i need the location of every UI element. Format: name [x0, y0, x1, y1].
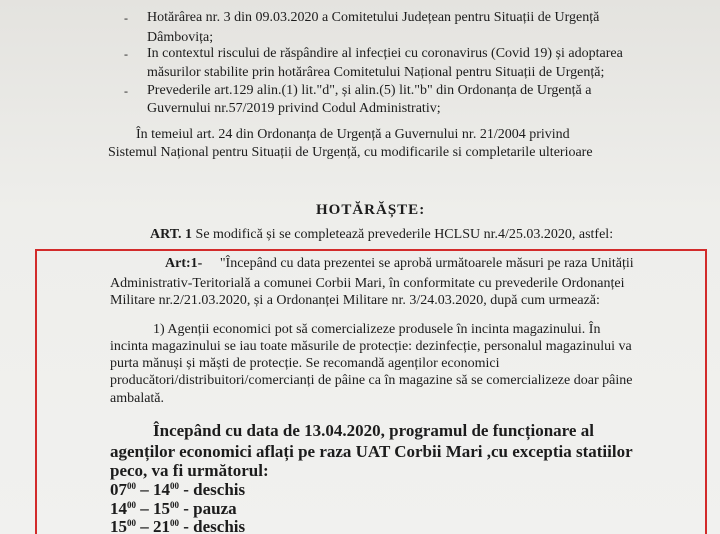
schedule-from-min: 00 — [127, 500, 136, 510]
schedule-label: deschis — [193, 517, 246, 534]
schedule-intro-line-2: agenților economici aflați pe raza UAT Corbii Mari ,cu exceptia statiilor — [110, 442, 633, 461]
point1-line-2: incinta magazinului se iau toate măsurile de protecție: dezinfecție, personalul magazinului va — [110, 339, 632, 354]
temei-line-2: Sistemul Național pentru Situații de Urgență, cu modificarile si completarile ulterioare — [108, 145, 593, 160]
bullet-2-line-1: In contextul riscului de răspândire al infecției cu coronavirus (Covid 19) și adoptarea — [147, 46, 623, 61]
schedule-to-hour: 14 — [153, 480, 170, 499]
art1-text: Se modifică și se completează prevederile HCLSU nr.4/25.03.2020, astfel: — [195, 227, 614, 242]
bullet-3-line-1: Prevederile art.129 alin.(1) lit."d", și alin.(5) lit."b" din Ordonanța de Urgență a — [147, 83, 592, 98]
box-art-line-1 — [165, 256, 634, 272]
schedule-intro-line-1: Începând cu data de 13.04.2020, programul de funcționare al — [153, 421, 594, 440]
schedule-label: pauza — [193, 499, 237, 518]
schedule-row: $14^{00} - 15^{00}$ - pauza — [110, 499, 237, 518]
schedule-to-min: 00 — [170, 518, 179, 528]
bullet-3-line-2: Guvernului nr.57/2019 privind Codul Administrativ; — [147, 101, 441, 116]
schedule-from-hour: 14 — [110, 499, 127, 518]
bullet-marker: - — [124, 47, 128, 61]
box-art-label: Art:1- — [165, 256, 203, 271]
bullet-1-line-2: Dâmbovița; — [147, 30, 214, 45]
schedule-from-min: 00 — [127, 518, 136, 528]
schedule-to-hour: 15 — [153, 499, 170, 518]
schedule-to-min: 00 — [170, 481, 179, 491]
point1-line-3: purta mănuși și măști de protecție. Se recomandă agenților economici — [110, 356, 500, 371]
box-art-line-2: Administrativ-Teritorială a comunei Corbii Mari, în conformitate cu prevederile Ordonanței — [110, 276, 625, 291]
bullet-marker: - — [124, 84, 128, 98]
schedule-from-min: 00 — [127, 481, 136, 491]
art1-paragraph — [150, 227, 613, 243]
schedule-row: $15^{00} - 21^{00}$ - deschis — [110, 517, 246, 534]
schedule-from-hour: 07 — [110, 480, 127, 499]
point1-line-4: producători/distribuitori/comercianți de pâine ca în magazine să se comercializeze doar pâine — [110, 373, 633, 388]
bullet-1-line-1: Hotărârea nr. 3 din 09.03.2020 a Comitetului Județean pentru Situații de Urgență — [147, 10, 600, 25]
schedule-to-min: 00 — [170, 500, 179, 510]
schedule-intro-line-3: peco, va fi următorul: — [110, 461, 269, 480]
schedule-row: $07^{00} - 14^{00}$ - deschis — [110, 480, 246, 499]
schedule-from-hour: 15 — [110, 517, 127, 534]
bullet-2-line-2: măsurilor stabilite prin hotărârea Comitetului Național pentru Situații de Urgență; — [147, 65, 605, 80]
point1-line-1: 1) Agenții economici pot să comercializeze produsele în incinta magazinului. În — [153, 322, 601, 337]
section-heading: HOTĂRĂȘTE: — [316, 202, 426, 218]
box-art-line-3: Militare nr.2/21.03.2020, și a Ordonanței Militare nr. 3/24.03.2020, după cum urmează: — [110, 293, 600, 308]
schedule-label: deschis — [193, 480, 246, 499]
bullet-marker: - — [124, 11, 128, 25]
point1-line-5: ambalată. — [110, 391, 165, 406]
schedule-to-hour: 21 — [153, 517, 170, 534]
box-art-first: "Începând cu data prezentei se aprobă următoarele măsuri pe raza Unității — [219, 256, 634, 271]
art1-label: ART. 1 — [150, 227, 193, 242]
temei-line-1: În temeiul art. 24 din Ordonanța de Urgență a Guvernului nr. 21/2004 privind — [136, 127, 570, 142]
